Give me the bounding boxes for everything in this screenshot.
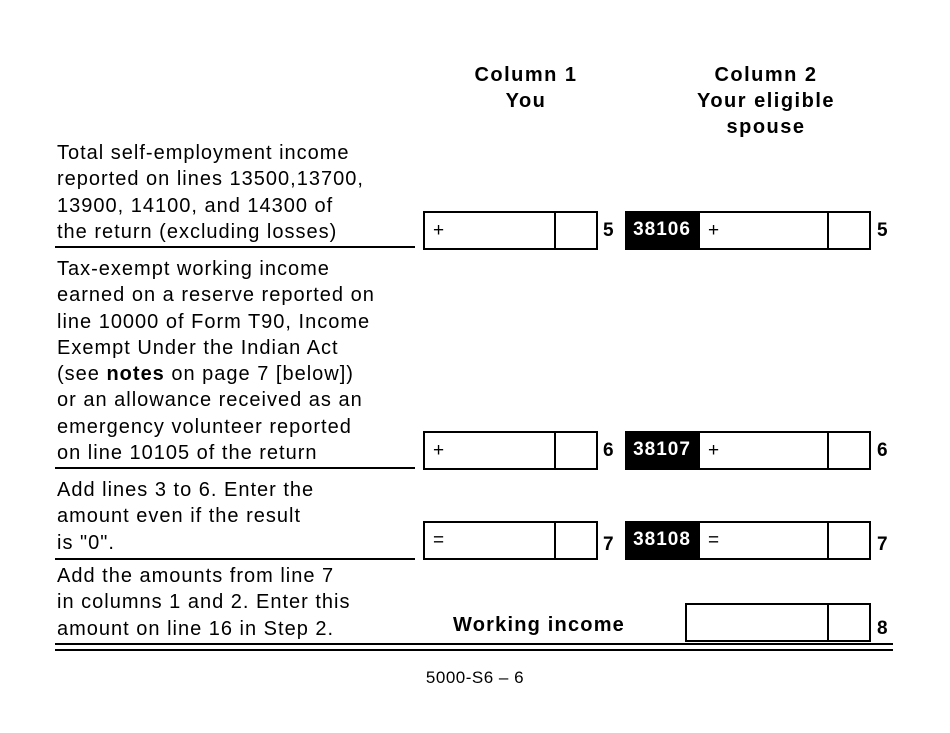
bottom-rule-bottom [55,649,893,651]
line-7-col2-operator: = [708,530,720,551]
line-5-col1-number: 5 [603,220,614,241]
line-5-code: 38106 [625,211,699,250]
line-7-rule [55,558,415,560]
column-2-subtitle-1: Your eligible [696,90,836,112]
line-7-description: Add lines 3 to 6. Enter the amount even if the result is "0". [57,479,315,554]
line-7-col1-field[interactable] [423,521,598,560]
line-6-col1-operator: + [433,440,445,461]
line-6-col2-field[interactable] [698,431,871,470]
column-2-subtitle-2: spouse [726,116,806,138]
line-6-col2-cents[interactable] [827,433,869,468]
line-6-col1-number: 6 [603,440,614,461]
line-8-cents[interactable] [827,605,869,640]
line-5-rule [55,246,415,248]
bottom-rule-top [55,643,893,645]
line-5-col1-operator: + [433,220,445,241]
working-income-label: Working income [453,614,626,636]
line-5-col1-cents[interactable] [554,213,596,248]
line-5-col2-field[interactable] [698,211,871,250]
line-6-col1-field[interactable] [423,431,598,470]
line-6-description-text-2: on page 7 [below]) or an allowance received as an emergency volunteer reported on line 10105 of the return [57,363,363,465]
line-6-rule [55,467,415,469]
column-1-title: Column 1 [474,64,578,86]
line-7-col2-cents[interactable] [827,523,869,558]
page-footer: 5000-S6 – 6 [425,668,525,687]
line-6-col2-number: 6 [877,440,888,461]
line-5-description: Total self-employment income reported on lines 13500,13700, 13900, 14100, and 14300 of the return (excluding losses) [57,142,364,243]
line-7-col1-operator: = [433,530,445,551]
line-6-col2-operator: + [708,440,720,461]
column-2-heading [666,62,866,140]
line-5-col1-field[interactable] [423,211,598,250]
line-7-col1-number: 7 [603,534,614,555]
line-6-col1-cents[interactable] [554,433,596,468]
line-8-description: Add the amounts from line 7 in columns 1 and 2. Enter this amount on line 16 in Step 2. [57,565,351,640]
line-5-col2-operator: + [708,220,720,241]
line-7-col2-number: 7 [877,534,888,555]
line-7-code: 38108 [625,521,699,560]
column-2-title: Column 2 [714,64,818,86]
line-6-description [57,256,417,466]
line-8-number: 8 [877,618,888,639]
line-6-notes-link: notes [106,363,165,386]
line-7-col1-cents[interactable] [554,523,596,558]
line-5-col2-cents[interactable] [827,213,869,248]
line-7-col2-field[interactable] [698,521,871,560]
column-1-heading [436,62,616,114]
line-5-col2-number: 5 [877,220,888,241]
line-6-code: 38107 [625,431,699,470]
line-6-description-text-1: Tax-exempt working income earned on a reserve reported on line 10000 of Form T90, Income Exempt Under the Indian Act (see [57,258,375,386]
column-1-subtitle: You [505,90,547,112]
line-8-working-income-field[interactable] [685,603,871,642]
